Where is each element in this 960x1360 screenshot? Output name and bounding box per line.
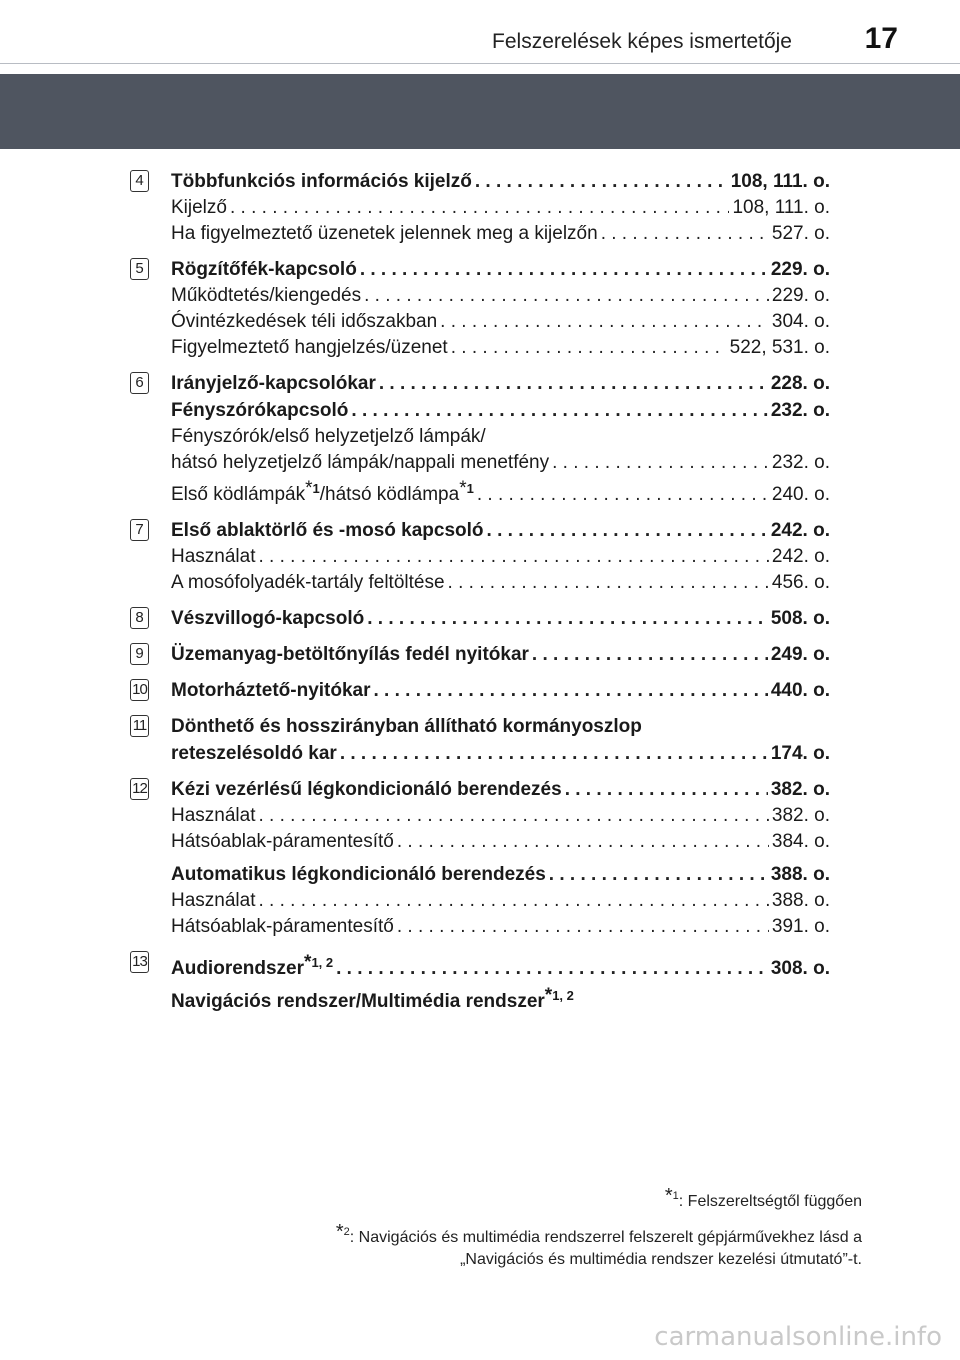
dot-leader bbox=[601, 221, 769, 247]
toc-entry-page: 382. o. bbox=[771, 805, 830, 826]
toc-entry-page: 522, 531. o. bbox=[729, 337, 830, 358]
toc-entry-text: hátsó helyzetjelző lámpák/nappali menetfény bbox=[171, 452, 550, 473]
footnote-ref: 1, 2 bbox=[311, 955, 334, 970]
toc-entry bbox=[171, 256, 830, 283]
toc-entry bbox=[171, 397, 830, 424]
toc-entry-page: 382. o. bbox=[770, 779, 830, 800]
page-header bbox=[0, 0, 960, 62]
toc-entry bbox=[171, 309, 830, 335]
callout-number: 4 bbox=[130, 170, 149, 192]
footnote-1 bbox=[162, 1185, 862, 1213]
callout-number: 8 bbox=[130, 607, 149, 629]
toc-entry-page: 391. o. bbox=[771, 916, 830, 937]
callout-number: 12 bbox=[130, 778, 149, 800]
dot-leader bbox=[475, 168, 728, 195]
dot-leader bbox=[340, 740, 768, 767]
dot-leader bbox=[230, 195, 729, 221]
toc-entry bbox=[171, 335, 830, 361]
dot-leader bbox=[374, 677, 768, 704]
dot-leader bbox=[397, 829, 769, 855]
asterisk-icon: * bbox=[664, 1185, 673, 1207]
dot-leader bbox=[477, 482, 769, 508]
toc-entry-page: 108, 111. o. bbox=[732, 197, 830, 218]
toc-section bbox=[130, 168, 830, 247]
footnote-1-label: 1 bbox=[672, 1190, 679, 1202]
toc-entry-page: 388. o. bbox=[770, 864, 830, 885]
toc-entry bbox=[171, 641, 830, 668]
contents-list bbox=[130, 168, 830, 1024]
asterisk-icon: * bbox=[335, 1221, 344, 1243]
toc-entry bbox=[171, 221, 830, 247]
toc-entry-page: 308. o. bbox=[770, 958, 830, 979]
toc-entry-page: 174. o. bbox=[770, 743, 830, 764]
toc-entry bbox=[171, 168, 830, 195]
dot-leader bbox=[259, 544, 769, 570]
footnote-2-text-cont: „Navigációs és multimédia rendszer kezelési útmutató”-t. bbox=[460, 1251, 862, 1268]
dot-leader bbox=[336, 955, 768, 982]
toc-section bbox=[130, 641, 830, 668]
toc-section bbox=[130, 256, 830, 361]
toc-entry-page: 440. o. bbox=[770, 680, 830, 701]
toc-section bbox=[130, 713, 830, 767]
callout-number: 13 bbox=[130, 951, 149, 973]
toc-entry bbox=[171, 949, 830, 982]
toc-entry-page: 304. o. bbox=[771, 311, 830, 332]
toc-entry-text: Használat bbox=[171, 805, 256, 826]
toc-entry-text: Használat bbox=[171, 890, 256, 911]
asterisk-icon: * bbox=[304, 952, 312, 973]
watermark: carmanualsonline.info bbox=[654, 1322, 942, 1352]
toc-section bbox=[130, 949, 830, 1015]
footnote-ref: 1, 2 bbox=[552, 988, 574, 1003]
footnote-2-text: : Navigációs és multimédia rendszerrel felszerelt gépjárművekhez lásd a bbox=[349, 1229, 862, 1246]
toc-entry-page: 229. o. bbox=[770, 259, 830, 280]
toc-entry-text: Kijelző bbox=[171, 197, 227, 218]
dot-leader bbox=[487, 517, 768, 544]
toc-entry bbox=[171, 283, 830, 309]
toc-entry bbox=[171, 450, 830, 476]
toc-entry bbox=[171, 605, 830, 632]
dot-leader bbox=[379, 370, 768, 397]
toc-entry bbox=[171, 544, 830, 570]
callout-number: 9 bbox=[130, 643, 149, 665]
toc-entry bbox=[171, 370, 830, 397]
toc-entry-text bbox=[171, 949, 333, 982]
toc-entry-page: 228. o. bbox=[770, 373, 830, 394]
toc-entry bbox=[171, 861, 830, 888]
callout-number: 10 bbox=[130, 679, 149, 701]
toc-entry-page: 232. o. bbox=[771, 452, 830, 473]
toc-entry-text: Automatikus légkondicionáló berendezés bbox=[171, 864, 546, 885]
toc-section bbox=[130, 517, 830, 596]
dot-leader bbox=[367, 605, 768, 632]
toc-entry-page: 527. o. bbox=[771, 223, 830, 244]
dot-leader bbox=[552, 450, 769, 476]
page-number: 17 bbox=[864, 22, 898, 55]
toc-entry-page: 229. o. bbox=[771, 285, 830, 306]
toc-entry-text: reteszelésoldó kar bbox=[171, 743, 337, 764]
toc-entry-page: 108, 111. o. bbox=[730, 171, 830, 192]
toc-entry bbox=[171, 829, 830, 855]
toc-entry-text bbox=[171, 476, 474, 508]
toc-entry-page: 384. o. bbox=[771, 831, 830, 852]
toc-entry-text: Hátsóablak-páramentesítő bbox=[171, 916, 394, 937]
toc-entry bbox=[171, 914, 830, 940]
toc-entry bbox=[171, 195, 830, 221]
dot-leader bbox=[397, 914, 769, 940]
toc-entry-text: Többfunkciós információs kijelző bbox=[171, 171, 472, 192]
dot-leader bbox=[448, 570, 769, 596]
toc-entry-text: Használat bbox=[171, 546, 256, 567]
toc-section bbox=[130, 605, 830, 632]
dot-leader bbox=[440, 309, 769, 335]
callout-number: 7 bbox=[130, 519, 149, 541]
toc-section bbox=[130, 776, 830, 940]
toc-entry-text: Ha figyelmeztető üzenetek jelennek meg a kijelzőn bbox=[171, 223, 598, 244]
dot-leader bbox=[565, 776, 768, 803]
dot-leader bbox=[259, 888, 769, 914]
footnote-1-text: : Felszereltségtől függően bbox=[678, 1193, 862, 1210]
toc-entry bbox=[171, 517, 830, 544]
toc-entry-text: Fényszórókapcsoló bbox=[171, 400, 349, 421]
dot-leader bbox=[259, 803, 769, 829]
toc-entry-text: Rögzítőfék-kapcsoló bbox=[171, 259, 357, 280]
footnotes bbox=[162, 1185, 862, 1279]
dot-leader bbox=[532, 641, 768, 668]
toc-entry-text: Dönthető és hosszirányban állítható kormányoszlop bbox=[171, 716, 642, 737]
footnote-ref: 1 bbox=[466, 481, 474, 496]
footnote-2 bbox=[162, 1221, 862, 1271]
fog-rear-text: /hátsó ködlámpa bbox=[319, 484, 460, 505]
toc-entry-page: 242. o. bbox=[770, 520, 830, 541]
section-banner bbox=[0, 74, 960, 149]
toc-section bbox=[130, 370, 830, 508]
toc-entry bbox=[171, 776, 830, 803]
fog-front-text: Első ködlámpák bbox=[171, 484, 306, 505]
toc-entry-text: Figyelmeztető hangjelzés/üzenet bbox=[171, 337, 448, 358]
toc-entry-page: 388. o. bbox=[771, 890, 830, 911]
toc-entry-text: Hátsóablak-páramentesítő bbox=[171, 831, 394, 852]
toc-entry-text: Működtetés/kiengedés bbox=[171, 285, 362, 306]
toc-entry bbox=[171, 740, 830, 767]
toc-entry-text: Kézi vezérlésű légkondicionáló berendezés bbox=[171, 779, 562, 800]
toc-entry bbox=[171, 803, 830, 829]
toc-entry bbox=[171, 888, 830, 914]
toc-entry-text: Üzemanyag-betöltőnyílás fedél nyitókar bbox=[171, 644, 529, 665]
toc-section bbox=[130, 677, 830, 704]
toc-entry bbox=[171, 677, 830, 704]
toc-entry-text: Első ablaktörlő és -mosó kapcsoló bbox=[171, 520, 484, 541]
audio-text: Audiorendszer bbox=[171, 958, 305, 979]
toc-entry-page: 508. o. bbox=[770, 608, 830, 629]
toc-entry-page: 456. o. bbox=[771, 572, 830, 593]
toc-entry-text: Irányjelző-kapcsolókar bbox=[171, 373, 376, 394]
dot-leader bbox=[549, 861, 768, 888]
callout-number: 6 bbox=[130, 372, 149, 394]
callout-number: 5 bbox=[130, 258, 149, 280]
asterisk-icon: * bbox=[459, 478, 467, 499]
toc-entry-page: 240. o. bbox=[771, 484, 830, 505]
toc-entry bbox=[171, 570, 830, 596]
footnote-2-label: 2 bbox=[343, 1226, 350, 1238]
asterisk-icon: * bbox=[544, 985, 553, 1006]
nav-text: Navigációs rendszer/Multimédia rendszer bbox=[171, 991, 545, 1012]
toc-entry-text: Vészvillogó-kapcsoló bbox=[171, 608, 365, 629]
toc-entry bbox=[171, 476, 830, 508]
footnote-ref: 1 bbox=[312, 481, 320, 496]
dot-leader bbox=[351, 397, 767, 424]
header-divider bbox=[0, 63, 960, 64]
dot-leader bbox=[451, 335, 727, 361]
toc-entry-page: 249. o. bbox=[770, 644, 830, 665]
toc-entry-page: 242. o. bbox=[771, 546, 830, 567]
toc-entry-text: A mosófolyadék-tartály feltöltése bbox=[171, 572, 445, 593]
toc-entry-text: Óvintézkedések téli időszakban bbox=[171, 311, 438, 332]
toc-entry-page: 232. o. bbox=[770, 400, 830, 421]
header-title: Felszerelések képes ismertetője bbox=[492, 30, 792, 53]
toc-entry bbox=[171, 982, 830, 1015]
toc-entry-text: Motorháztető-nyitókar bbox=[171, 680, 371, 701]
asterisk-icon: * bbox=[305, 478, 313, 499]
callout-number: 11 bbox=[130, 715, 149, 737]
dot-leader bbox=[364, 283, 769, 309]
toc-entry-text: Fényszórók/első helyzetjelző lámpák/ bbox=[171, 426, 486, 447]
dot-leader bbox=[360, 256, 768, 283]
